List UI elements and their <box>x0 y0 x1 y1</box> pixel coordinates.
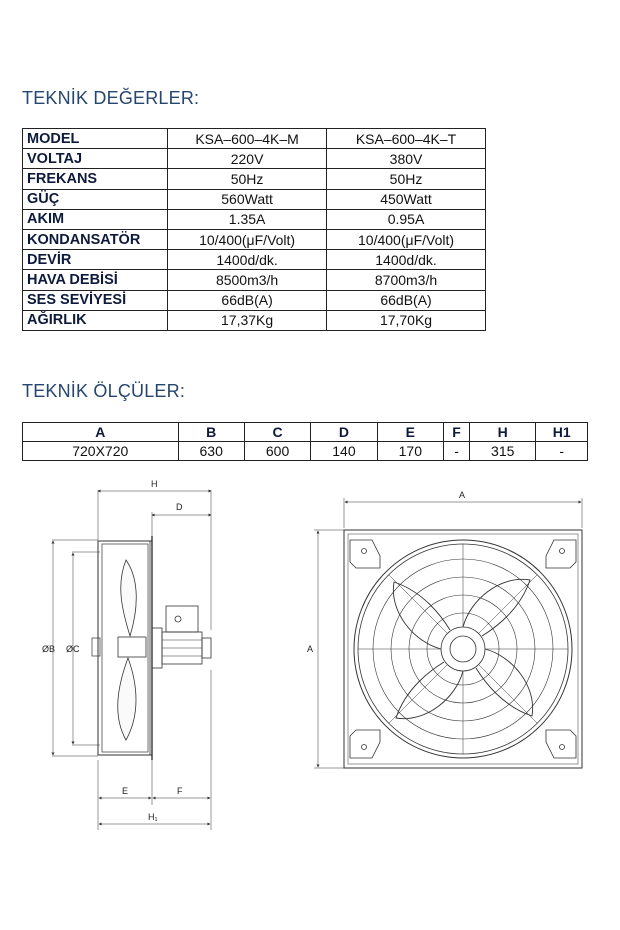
spec-value-t: KSA–600–4K–T <box>327 129 486 149</box>
dim-label-a-left: A <box>307 644 314 654</box>
spec-value-t: 1400d/dk. <box>327 250 486 270</box>
dimension-header: F <box>444 423 470 442</box>
front-view-drawing <box>314 498 582 768</box>
spec-label: VOLTAJ <box>23 149 168 169</box>
spec-label: FREKANS <box>23 169 168 189</box>
dimension-header: H <box>470 423 536 442</box>
spec-value-m: 17,37Kg <box>168 310 327 330</box>
dimension-value: 600 <box>244 442 310 461</box>
spec-label: SES SEVİYESİ <box>23 290 168 310</box>
spec-value-t: 50Hz <box>327 169 486 189</box>
dim-label-d: D <box>176 502 183 512</box>
dimension-value: 315 <box>470 442 536 461</box>
dim-label-h: H <box>151 479 158 489</box>
spec-value-t: 0.95A <box>327 209 486 229</box>
section-title-technical-dimensions: TEKNİK ÖLÇÜLER: <box>22 381 186 401</box>
dimension-value: 630 <box>178 442 244 461</box>
spec-value-m: 1400d/dk. <box>168 250 327 270</box>
dim-label-a-top: A <box>459 490 466 500</box>
dim-label-e: E <box>122 786 129 796</box>
side-view-drawing <box>52 490 211 830</box>
spec-value-t: 8700m3/h <box>327 270 486 290</box>
spec-value-m: 50Hz <box>168 169 327 189</box>
dim-label-f: F <box>177 786 183 796</box>
dimension-value: 720X720 <box>23 442 179 461</box>
section-title-technical-values: TEKNİK DEĞERLER: <box>22 88 200 108</box>
dimension-value: - <box>536 442 588 461</box>
dimension-header: B <box>178 423 244 442</box>
dimension-value: 140 <box>311 442 377 461</box>
dimension-header: E <box>377 423 443 442</box>
dimension-value: - <box>444 442 470 461</box>
spec-value-m: 220V <box>168 149 327 169</box>
spec-value-t: 10/400(μF/Volt) <box>327 229 486 249</box>
spec-value-m: 66dB(A) <box>168 290 327 310</box>
spec-label: HAVA DEBİSİ <box>23 270 168 290</box>
spec-value-t: 17,70Kg <box>327 310 486 330</box>
dimension-value: 170 <box>377 442 443 461</box>
spec-label: DEVİR <box>23 250 168 270</box>
spec-label: AĞIRLIK <box>23 310 168 330</box>
spec-value-t: 66dB(A) <box>327 290 486 310</box>
spec-value-m: 10/400(μF/Volt) <box>168 229 327 249</box>
spec-value-m: 1.35A <box>168 209 327 229</box>
spec-value-m: KSA–600–4K–M <box>168 129 327 149</box>
spec-label: KONDANSATÖR <box>23 229 168 249</box>
spec-value-m: 8500m3/h <box>168 270 327 290</box>
dimension-header: D <box>311 423 377 442</box>
spec-value-t: 450Watt <box>327 189 486 209</box>
dimension-header: C <box>244 423 310 442</box>
spec-value-m: 560Watt <box>168 189 327 209</box>
spec-label: GÜÇ <box>23 189 168 209</box>
dim-label-c: ØC <box>66 644 80 654</box>
dim-label-b: ØB <box>42 644 56 654</box>
dimension-header: A <box>23 423 179 442</box>
dim-label-h1: H₁ <box>148 812 158 822</box>
spec-label: MODEL <box>23 129 168 149</box>
spec-value-t: 380V <box>327 149 486 169</box>
dimension-header: H1 <box>536 423 588 442</box>
spec-label: AKIM <box>23 209 168 229</box>
